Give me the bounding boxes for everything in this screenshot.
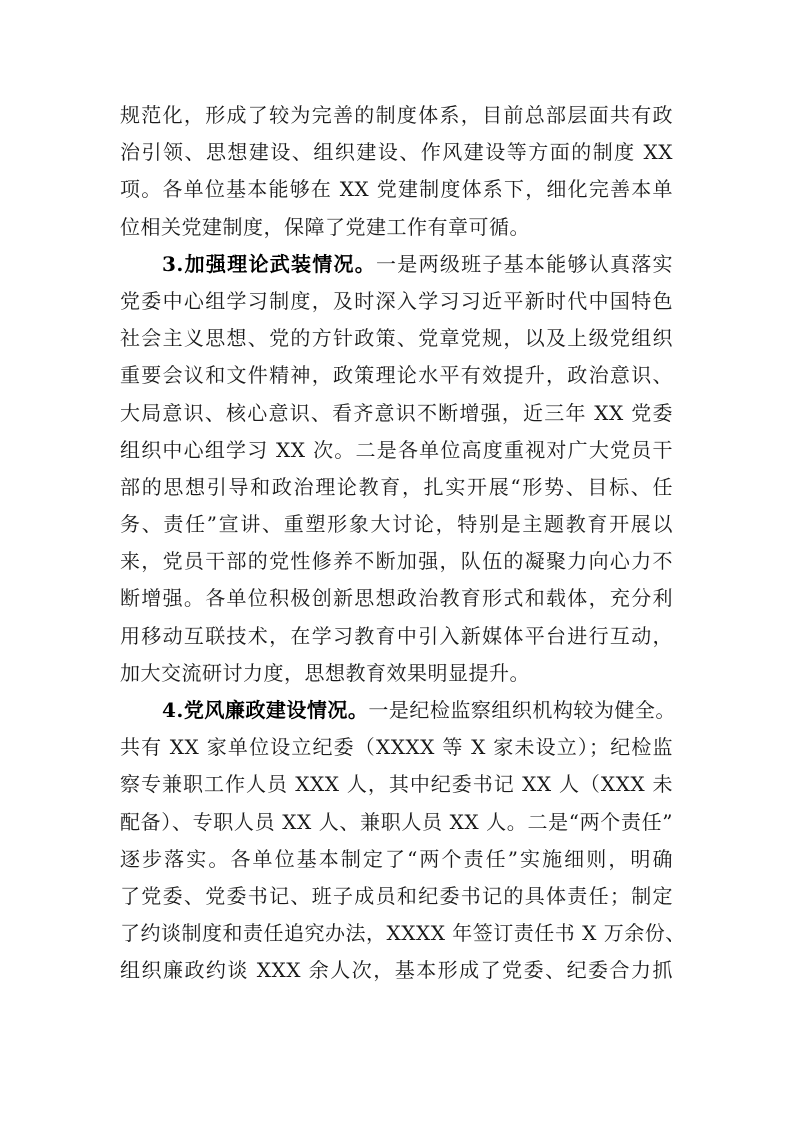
text-span: 一是纪检监察组织机构较为健全。: [368, 698, 676, 722]
text-line: 用移动互联技术，在学习教育中引入新媒体平台进行互动，: [120, 623, 673, 648]
text-line: 社会主义思想、党的方针政策、党章党规，以及上级党组织: [120, 326, 673, 351]
text-line: 断增强。各单位积极创新思想政治教育形式和载体，充分利: [120, 586, 673, 611]
paragraph-theory-study: [120, 246, 673, 692]
paragraph-institution-system: [120, 97, 673, 246]
text-line: 部的思想引导和政治理论教育，扎实开展“形势、目标、任: [120, 474, 673, 499]
text-line: 大局意识、核心意识、看齐意识不断增强，近三年 XX 党委: [120, 400, 673, 425]
text-line: 务、责任”宣讲、重塑形象大讨论，特别是主题教育开展以: [120, 512, 673, 537]
text-line: 组织廉政约谈 XXX 余人次，基本形成了党委、纪委合力抓: [120, 958, 673, 983]
text-line-heading: [120, 692, 676, 729]
text-line: 了约谈制度和责任追究办法，XXXX 年签订责任书 X 万余份、: [120, 921, 686, 946]
text-line: 组织中心组学习 XX 次。二是各单位高度重视对广大党员干: [120, 437, 673, 462]
text-line: 重要会议和文件精神，政策理论水平有效提升，政治意识、: [120, 363, 673, 388]
text-line: 逐步落实。各单位基本制定了“两个责任”实施细则，明确: [120, 846, 673, 871]
text-line-heading: [120, 246, 673, 283]
section-heading: 4.党风廉政建设情况。: [162, 698, 369, 722]
text-line: 共有 XX 家单位设立纪委（XXXX 等 X 家未设立）；纪检监: [120, 735, 673, 760]
document-page: [120, 97, 686, 990]
text-line: 加大交流研讨力度，思想教育效果明显提升。: [120, 660, 530, 685]
text-line: 位相关党建制度，保障了党建工作有章可循。: [120, 214, 530, 239]
paragraph-clean-governance: [120, 692, 686, 990]
text-line: 配备）、专职人员 XX 人、兼职人员 XX 人。二是“两个责任”: [120, 809, 673, 834]
section-heading: 3.加强理论武装情况。: [162, 251, 377, 276]
text-line: 治引领、思想建设、组织建设、作风建设等方面的制度 XX: [120, 140, 673, 165]
text-line: 项。各单位基本能够在 XX 党建制度体系下，细化完善本单: [120, 177, 673, 202]
text-span: 一是两级班子基本能够认真落实: [376, 251, 673, 276]
text-line: 规范化，形成了较为完善的制度体系，目前总部层面共有政: [120, 103, 673, 127]
text-line: 党委中心组学习制度，及时深入学习习近平新时代中国特色: [120, 288, 673, 313]
text-line: 来，党员干部的党性修养不断加强，队伍的凝聚力向心力不: [120, 549, 673, 574]
text-line: 察专兼职工作人员 XXX 人，其中纪委书记 XX 人（XXX 未: [120, 772, 673, 797]
text-line: 了党委、党委书记、班子成员和纪委书记的具体责任；制定: [120, 883, 673, 908]
